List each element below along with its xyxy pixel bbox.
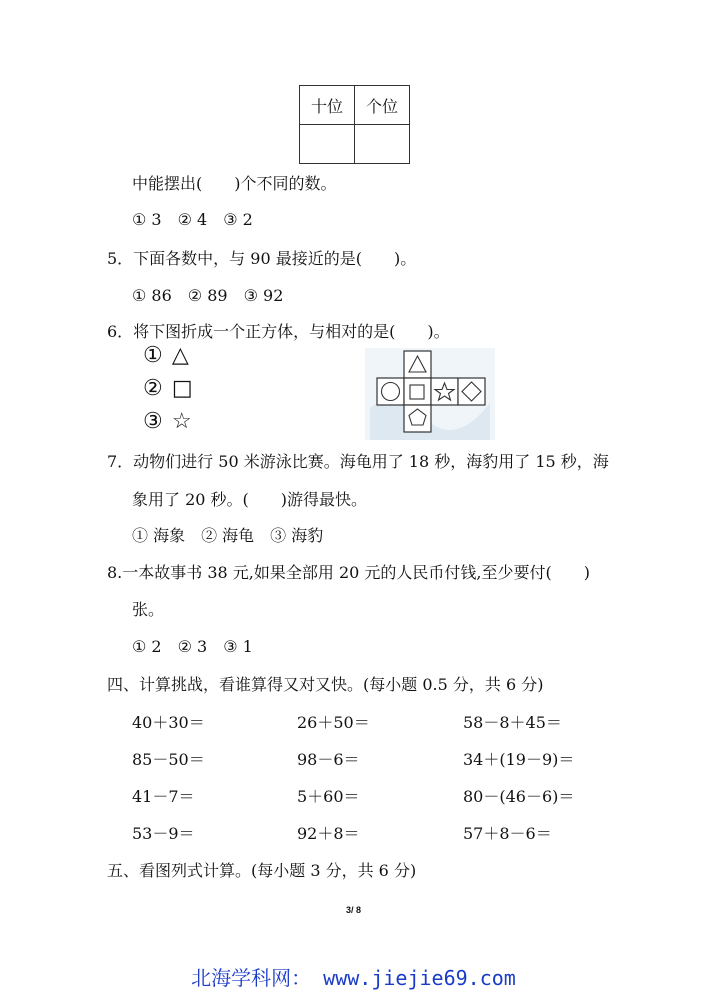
section4-title: 四、计算挑战，看谁算得又对又快。(每小题 0.5 分，共 6 分)	[107, 675, 544, 694]
q8-options: ① 2 ② 3 ③ 1	[132, 637, 253, 656]
calc-r1-c2: 26＋50＝	[297, 713, 370, 732]
choice-number: ①	[143, 343, 163, 368]
q4-options: ① 3 ② 4 ③ 2	[132, 210, 253, 229]
calc-r3-c1: 41－7＝	[132, 787, 195, 806]
q6-choice-3	[143, 411, 192, 433]
calc-r1-c1: 40＋30＝	[132, 713, 205, 732]
calc-r2-c2: 98－6＝	[297, 750, 360, 769]
q5-options: ① 86 ② 89 ③ 92	[132, 286, 284, 305]
q6-choice-2	[143, 378, 193, 400]
tens-header: 十位	[300, 86, 355, 125]
q5-text: 5．下面各数中，与 90 最接近的是( )。	[107, 249, 417, 268]
q7-options: ① 海象 ② 海龟 ③ 海豹	[132, 526, 324, 545]
calc-r4-c1: 53－9＝	[132, 824, 195, 843]
calc-r1-c3: 58－8＋45＝	[463, 713, 562, 732]
choice-number: ②	[143, 376, 163, 401]
q4-text: 中能摆出( )个不同的数。	[132, 174, 337, 193]
calc-r4-c3: 57＋8－6＝	[463, 824, 552, 843]
calc-r4-c2: 92＋8＝	[297, 824, 360, 843]
q7-text-line1: 7．动物们进行 50 米游泳比赛。海龟用了 18 秒，海豹用了 15 秒，海	[107, 452, 609, 471]
q6-text: 6．将下图折成一个正方体，与相对的是( )。	[107, 322, 450, 341]
ones-cell	[355, 125, 410, 164]
calc-r3-c3: 80－(46－6)＝	[463, 787, 575, 806]
q6-choice-1	[143, 345, 189, 367]
place-value-table	[299, 85, 410, 164]
calc-r2-c1: 85－50＝	[132, 750, 205, 769]
section5-title: 五、看图列式计算。(每小题 3 分，共 6 分)	[107, 861, 417, 880]
triangle-icon: △	[171, 343, 189, 368]
tens-cell	[300, 125, 355, 164]
footer-watermark: 北海学科网： www.jiejie69.com	[191, 966, 516, 990]
calc-r3-c2: 5＋60＝	[297, 787, 360, 806]
calc-r2-c3: 34＋(19－9)＝	[463, 750, 575, 769]
q7-text-line2: 象用了 20 秒。( )游得最快。	[132, 490, 368, 509]
cube-net-figure	[365, 348, 495, 440]
ones-header: 个位	[355, 86, 410, 125]
square-icon: □	[171, 376, 193, 401]
star-icon: ☆	[171, 409, 192, 434]
q8-text-line2: 张。	[132, 600, 165, 619]
q8-text-line1: 8.一本故事书 38 元,如果全部用 20 元的人民币付钱,至少要付( )	[107, 563, 590, 582]
choice-number: ③	[143, 409, 163, 434]
page-number: 3/ 8	[345, 905, 361, 915]
